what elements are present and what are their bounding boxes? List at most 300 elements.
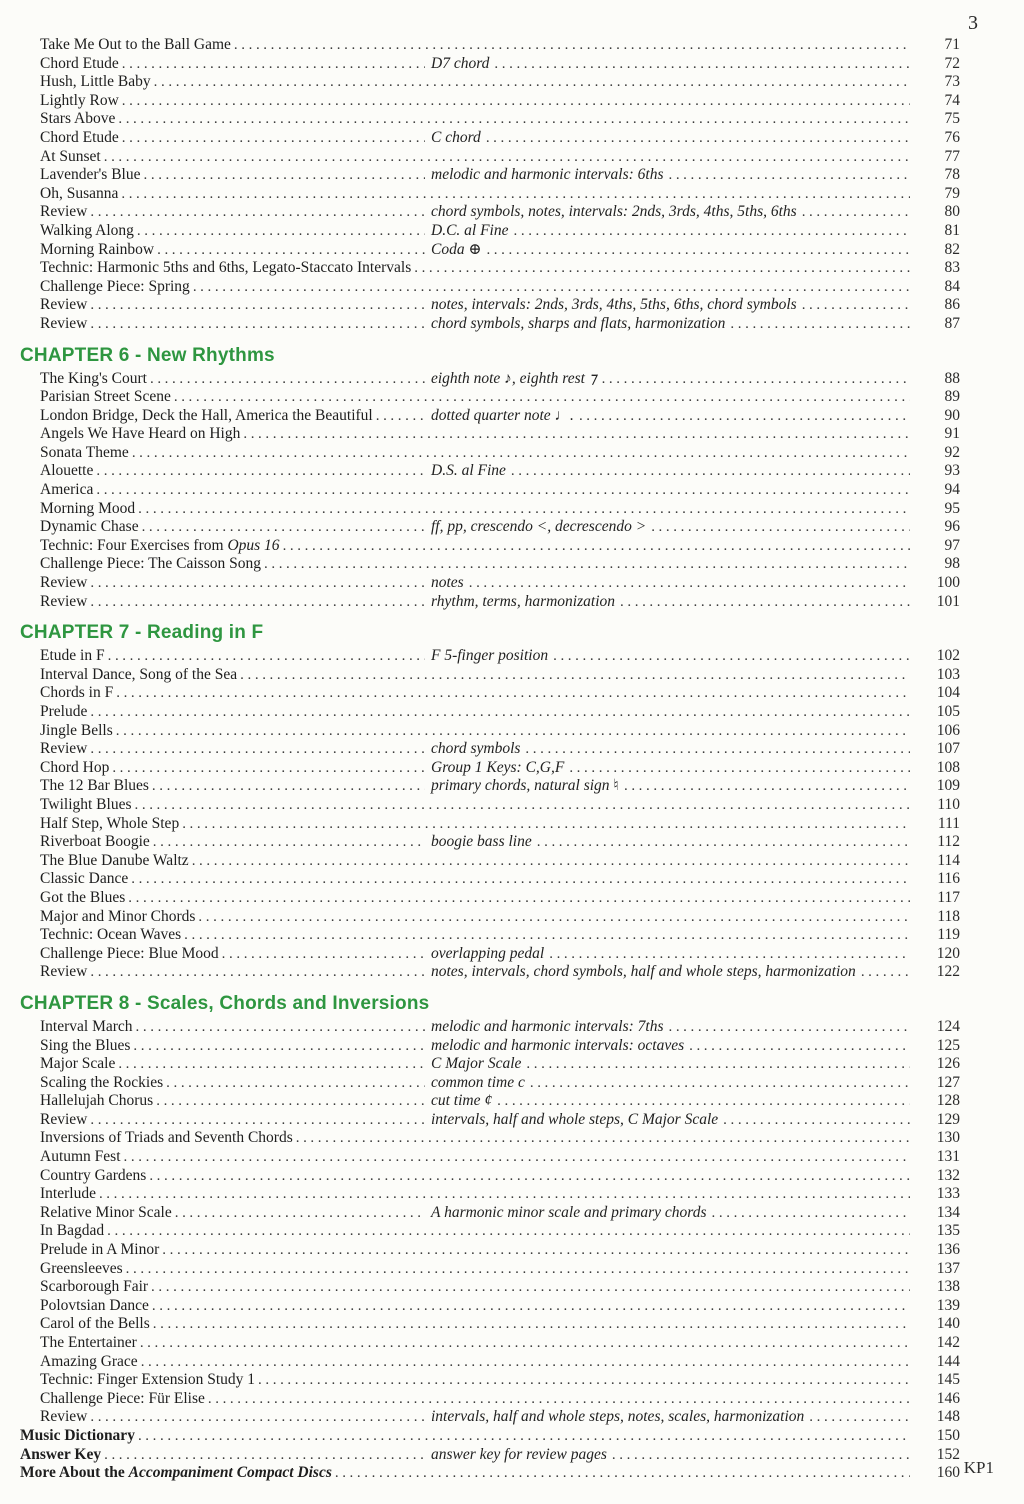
- entry-title: [40, 1167, 149, 1186]
- entry-page-number: 78: [944, 166, 960, 184]
- entry-title-text: Half Step, Whole Step: [40, 814, 180, 832]
- toc-entry: [40, 110, 960, 129]
- dot-leader: [264, 555, 910, 574]
- entry-page-number: 118: [937, 907, 960, 925]
- entry-page-number: 122: [936, 963, 960, 981]
- entry-page-number: 140: [936, 1315, 960, 1333]
- toc-section: [20, 344, 960, 612]
- toc-entry: [40, 1297, 960, 1316]
- entry-page-number: 74: [944, 91, 960, 109]
- entry-title-text: Chords in F: [40, 684, 114, 702]
- entry-title-text: In Bagdad: [40, 1222, 105, 1240]
- entry-title-text: Review: [40, 203, 88, 221]
- entry-title: [40, 500, 138, 519]
- dot-leader: [126, 1260, 910, 1279]
- dot-leader: [154, 73, 910, 92]
- dot-leader: [137, 222, 425, 241]
- dot-leader: [162, 1241, 910, 1260]
- toc-entry: [40, 722, 960, 741]
- entry-title-cell: [40, 185, 121, 204]
- entry-title-text: Morning Rainbow: [40, 240, 155, 258]
- entry-page-number: 73: [944, 73, 960, 91]
- entry-title-cell: [40, 278, 193, 297]
- dot-leader: [140, 1334, 910, 1353]
- dot-leader: [525, 740, 910, 759]
- entry-annotation: Coda ⊕: [431, 240, 482, 258]
- toc-entry: [40, 796, 960, 815]
- entry-title: [40, 1018, 136, 1037]
- entry-title-cell: [40, 1111, 425, 1130]
- toc-entry: [40, 1148, 960, 1167]
- dot-leader: [104, 1446, 425, 1465]
- entry-title: [40, 777, 152, 796]
- entry-page-number: 126: [936, 1055, 960, 1073]
- dot-leader: [116, 684, 910, 703]
- entry-page-number: 119: [937, 926, 960, 944]
- entry-title-cell: [40, 370, 425, 389]
- toc-entry: [40, 1167, 960, 1186]
- entry-title: [40, 1260, 126, 1279]
- entry-title-text: Challenge Piece: Für Elise: [40, 1389, 205, 1407]
- dot-leader: [174, 388, 910, 407]
- dot-leader: [99, 1185, 910, 1204]
- entry-title-cell: [40, 555, 264, 574]
- entry-title-cell: [40, 1260, 126, 1279]
- entry-title: [40, 1334, 140, 1353]
- entry-title: [40, 1390, 208, 1409]
- dot-leader: [184, 926, 910, 945]
- entry-title-cell: [40, 908, 198, 927]
- entry-title: [40, 945, 222, 964]
- entry-page-number: 82: [944, 240, 960, 258]
- dot-leader: [730, 315, 910, 334]
- entry-title: [40, 129, 122, 148]
- entry-title-text: The Entertainer: [40, 1334, 137, 1351]
- dot-leader: [132, 444, 910, 463]
- entry-title-cell: [40, 518, 425, 537]
- entry-title-text: Review: [40, 592, 88, 610]
- entry-title-text: Sonata Theme: [40, 443, 129, 461]
- dot-leader: [90, 203, 425, 222]
- entry-page-number: 120: [936, 944, 960, 962]
- entry-title: [40, 1055, 118, 1074]
- toc-entry: [40, 425, 960, 444]
- entry-title-text: Challenge Piece: The Caisson Song: [40, 555, 261, 573]
- entry-title-text: Polovtsian Dance: [40, 1296, 149, 1314]
- dot-leader: [624, 777, 910, 796]
- entry-title-text: Chord Hop: [40, 758, 110, 776]
- entry-title: [40, 407, 376, 426]
- toc-entry: [40, 740, 960, 759]
- entry-title: [40, 908, 198, 927]
- entry-page-number: 132: [936, 1166, 960, 1184]
- entry-title-cell: [40, 740, 425, 759]
- entry-title-text: Relative Minor Scale: [40, 1203, 172, 1221]
- dot-leader: [149, 1167, 910, 1186]
- dot-leader: [153, 1315, 910, 1334]
- entry-title: [40, 1185, 99, 1204]
- entry-annotation: intervals, half and whole steps, C Major Scale: [431, 1110, 719, 1128]
- entry-title-cell: [40, 593, 425, 612]
- entry-title-cell: [40, 166, 425, 185]
- entry-page-number: 108: [936, 758, 960, 776]
- entry-title: [40, 963, 90, 982]
- entry-title-cell: [40, 574, 425, 593]
- entry-annotation: ff, pp, crescendo <, decrescendo >: [431, 518, 647, 536]
- entry-title-cell: [40, 926, 184, 945]
- dot-leader: [469, 574, 910, 593]
- entry-title-cell: [40, 129, 425, 148]
- dot-leader: [283, 537, 910, 556]
- dot-leader: [376, 407, 425, 426]
- entry-annotation: boogie bass line: [431, 833, 532, 851]
- entry-page-number: 100: [936, 574, 960, 592]
- toc-entry: [40, 759, 960, 778]
- entry-title-cell: [40, 1055, 425, 1074]
- dot-leader: [222, 945, 425, 964]
- entry-title: [40, 148, 104, 167]
- entry-title-text: Technic: Ocean Waves: [40, 926, 182, 944]
- entry-page-number: 152: [936, 1445, 960, 1463]
- dot-leader: [258, 1371, 910, 1390]
- toc-entry-list: [40, 1018, 960, 1427]
- toc-entry: [40, 278, 960, 297]
- entry-page-number: 138: [936, 1278, 960, 1296]
- dot-leader: [193, 278, 910, 297]
- entry-page-number: 124: [936, 1017, 960, 1035]
- entry-title-text: Challenge Piece: Spring: [40, 277, 190, 295]
- dot-leader: [602, 370, 910, 389]
- entry-title: [40, 166, 144, 185]
- toc-entry: [40, 36, 960, 55]
- toc-entry: [40, 259, 960, 278]
- entry-title: [40, 222, 137, 241]
- entry-annotation: chord symbols: [431, 740, 521, 758]
- dot-leader: [142, 518, 425, 537]
- entry-annotation: melodic and harmonic intervals: 7ths: [431, 1017, 664, 1035]
- entry-title-cell: [40, 203, 425, 222]
- entry-page-number: 86: [944, 296, 960, 314]
- entry-annotation: rhythm, terms, harmonization: [431, 592, 616, 610]
- entry-title: [40, 92, 122, 111]
- entry-title: [40, 1092, 156, 1111]
- toc-entry: [40, 129, 960, 148]
- entry-title-cell: [40, 241, 425, 260]
- entry-title-cell: [40, 1408, 425, 1427]
- entry-page-number: 92: [944, 443, 960, 461]
- entry-title-text: Music Dictionary: [20, 1426, 135, 1444]
- entry-title-text: Hush, Little Baby: [40, 73, 151, 91]
- entry-page-number: 117: [937, 888, 960, 906]
- entry-title: [40, 1037, 133, 1056]
- entry-title-cell: [40, 1167, 149, 1186]
- dot-leader: [243, 425, 910, 444]
- toc-entry: [40, 203, 960, 222]
- entry-page-number: 81: [944, 221, 960, 239]
- entry-page-number: 111: [937, 814, 960, 832]
- dot-leader: [108, 647, 425, 666]
- entry-title-text: Technic: Four Exercises from: [40, 536, 228, 554]
- entry-title: [40, 185, 121, 204]
- entry-title: [40, 315, 90, 334]
- dot-leader: [414, 259, 910, 278]
- toc-entry: [40, 1278, 960, 1297]
- entry-title: [40, 537, 283, 556]
- toc-entry: [40, 296, 960, 315]
- entry-title: [40, 462, 96, 481]
- dot-leader: [152, 1297, 910, 1316]
- entry-annotation: chord symbols, notes, intervals: 2nds, 3rds, 4ths, 5ths, 6ths: [431, 203, 797, 221]
- entry-title: [40, 370, 150, 389]
- entry-title-cell: [40, 36, 234, 55]
- dot-leader: [138, 1427, 910, 1446]
- entry-title-text: Review: [40, 1110, 88, 1128]
- entry-title-cell: [40, 1353, 141, 1372]
- entry-title: [40, 1278, 151, 1297]
- entry-title: [40, 203, 90, 222]
- entry-title-text: Review: [40, 740, 88, 758]
- entry-page-number: 98: [944, 555, 960, 573]
- entry-annotation: D.S. al Fine: [431, 462, 506, 480]
- entry-page-number: 146: [936, 1389, 960, 1407]
- dot-leader: [124, 1148, 910, 1167]
- entry-title-cell: [40, 1148, 124, 1167]
- entry-page-number: 125: [936, 1036, 960, 1054]
- dot-leader: [90, 296, 425, 315]
- entry-annotation: eighth note ♪, eighth rest ⁊: [431, 369, 597, 387]
- entry-title-cell: [40, 852, 192, 871]
- entry-page-number: 94: [944, 481, 960, 499]
- toc-entry: [40, 1129, 960, 1148]
- entry-title-text: Parisian Street Scene: [40, 388, 171, 406]
- dot-leader: [240, 666, 910, 685]
- entry-title-text: Dynamic Chase: [40, 518, 139, 536]
- entry-title-cell: [40, 1204, 425, 1223]
- dot-leader: [151, 1278, 910, 1297]
- entry-title: [40, 703, 90, 722]
- table-of-contents: [20, 36, 960, 1483]
- entry-title: [40, 647, 108, 666]
- entry-title-text: Chord Etude: [40, 54, 119, 72]
- toc-entry: [40, 462, 960, 481]
- entry-title-text: Jingle Bells: [40, 721, 113, 739]
- toc-entry: [40, 593, 960, 612]
- dot-leader: [612, 1446, 910, 1465]
- entry-title-text: Review: [40, 314, 88, 332]
- entry-title: [40, 444, 132, 463]
- entry-page-number: 105: [936, 703, 960, 720]
- entry-title-text: Stars Above: [40, 110, 116, 128]
- entry-title: [40, 759, 112, 778]
- toc-entry: [40, 889, 960, 908]
- toc-entry: [40, 926, 960, 945]
- toc-entry: [40, 1408, 960, 1427]
- entry-page-number: 116: [937, 870, 960, 888]
- entry-title-cell: [40, 407, 425, 426]
- dot-leader: [150, 370, 425, 389]
- dot-leader: [569, 759, 910, 778]
- entry-title-text: Interval March: [40, 1017, 133, 1035]
- entry-page-number: 101: [936, 592, 960, 610]
- toc-entry: [40, 148, 960, 167]
- entry-page-number: 88: [944, 369, 960, 387]
- entry-title: [40, 593, 90, 612]
- entry-title: [40, 36, 234, 55]
- entry-title-cell: [40, 889, 128, 908]
- entry-title: [40, 740, 90, 759]
- entry-title-text: Chord Etude: [40, 128, 119, 146]
- dot-leader: [90, 963, 425, 982]
- entry-title-cell: [40, 684, 116, 703]
- entry-title: [40, 259, 414, 278]
- entry-annotation: C Major Scale: [431, 1055, 522, 1073]
- entry-title: [40, 1148, 124, 1167]
- entry-page-number: 80: [944, 203, 960, 221]
- dot-leader: [128, 889, 910, 908]
- entry-title-text: Answer Key: [20, 1445, 102, 1463]
- toc-section: [20, 622, 960, 982]
- toc-entry: [40, 166, 960, 185]
- dot-leader: [549, 945, 910, 964]
- entry-title-text: Alouette: [40, 462, 94, 480]
- entry-title: [40, 833, 153, 852]
- entry-page-number: 79: [944, 184, 960, 202]
- entry-title-text: The King's Court: [40, 369, 147, 387]
- entry-title-cell: [40, 1390, 208, 1409]
- dot-leader: [122, 55, 425, 74]
- entry-title: [40, 55, 122, 74]
- entry-title: [40, 425, 243, 444]
- entry-title-text: Twilight Blues: [40, 795, 132, 813]
- entry-title-text: Riverboat Boogie: [40, 833, 150, 851]
- entry-title: [40, 1371, 258, 1390]
- toc-entry: [40, 908, 960, 927]
- dot-leader: [514, 222, 911, 241]
- entry-page-number: 93: [944, 462, 960, 480]
- dot-leader: [620, 593, 910, 612]
- entry-title-text: Interval Dance, Song of the Sea: [40, 665, 238, 683]
- entry-page-number: 106: [936, 721, 960, 739]
- dot-leader: [131, 870, 910, 889]
- toc-entry: [40, 500, 960, 519]
- entry-title-cell: [40, 1297, 152, 1316]
- dot-leader: [90, 1408, 425, 1427]
- entry-page-number: 110: [937, 795, 960, 813]
- entry-page-number: 109: [936, 777, 960, 795]
- toc-entry: [40, 1037, 960, 1056]
- entry-title: [40, 1297, 152, 1316]
- dot-leader: [712, 1204, 910, 1223]
- toc-entry: [40, 1371, 960, 1390]
- toc-section: [20, 992, 960, 1427]
- entry-title-cell: [40, 1278, 151, 1297]
- dot-leader: [121, 185, 910, 204]
- toc-entry: [40, 815, 960, 834]
- toc-entry: [40, 1241, 960, 1260]
- entry-page-number: 160: [936, 1464, 960, 1482]
- entry-title-cell: [40, 425, 243, 444]
- entry-title-cell: [40, 647, 425, 666]
- entry-title-text: London Bridge, Deck the Hall, America the Beautiful: [40, 406, 373, 424]
- toc-entry: [40, 833, 960, 852]
- entry-title-cell: [40, 1315, 153, 1334]
- dot-leader: [208, 1390, 910, 1409]
- toc-entry: [40, 1074, 960, 1093]
- toc-entry: [40, 537, 960, 556]
- entry-title-text: Review: [40, 963, 88, 981]
- toc-entry: [20, 1427, 960, 1446]
- entry-title: [40, 1315, 153, 1334]
- dot-leader: [486, 241, 910, 260]
- toc-entry: [40, 55, 960, 74]
- entry-title-cell: [40, 55, 425, 74]
- entry-title-cell: [40, 222, 425, 241]
- entry-title-cell: [40, 1129, 296, 1148]
- entry-title-cell: [20, 1446, 425, 1465]
- chapter-heading: CHAPTER 7 - Reading in F: [20, 622, 264, 644]
- entry-title: [40, 73, 154, 92]
- toc-entry: [40, 945, 960, 964]
- entry-title-cell: [40, 1241, 162, 1260]
- entry-title: [40, 555, 264, 574]
- dot-leader: [157, 241, 425, 260]
- dot-leader: [537, 833, 910, 852]
- entry-title-text: Etude in F: [40, 647, 105, 665]
- entry-page-number: 137: [936, 1259, 960, 1277]
- entry-title-text: Greensleeves: [40, 1259, 123, 1277]
- dot-leader: [90, 1111, 425, 1130]
- toc-entry: [40, 852, 960, 871]
- entry-title: [40, 110, 118, 129]
- entry-title: [40, 518, 142, 537]
- entry-title-cell: [40, 444, 132, 463]
- entry-title-text: Lavender's Blue: [40, 166, 141, 184]
- entry-page-number: 139: [936, 1296, 960, 1314]
- dot-leader: [861, 963, 910, 982]
- entry-page-number: 72: [944, 54, 960, 72]
- entry-title-text: Country Gardens: [40, 1166, 147, 1184]
- entry-annotation: D7 chord: [431, 54, 490, 72]
- entry-title: [40, 1353, 141, 1372]
- toc-entry: [40, 370, 960, 389]
- toc-entry: [40, 1185, 960, 1204]
- entry-page-number: 150: [936, 1426, 960, 1444]
- toc-entry: [40, 222, 960, 241]
- entry-title-cell: [40, 148, 104, 167]
- toc-entry: [40, 684, 960, 703]
- dot-leader: [122, 129, 425, 148]
- entry-page-number: 144: [936, 1352, 960, 1370]
- entry-page-number: 96: [944, 518, 960, 536]
- entry-title: [40, 889, 128, 908]
- entry-title-cell: [40, 481, 96, 500]
- entry-title: [40, 1408, 90, 1427]
- entry-title-cell: [40, 1037, 425, 1056]
- entry-page-number: 127: [936, 1073, 960, 1091]
- entry-title-cell: [40, 1074, 425, 1093]
- dot-leader: [486, 129, 910, 148]
- entry-title-cell: [40, 110, 118, 129]
- dot-leader: [723, 1111, 910, 1130]
- entry-title: [40, 241, 157, 260]
- dot-leader: [90, 574, 425, 593]
- entry-title: [40, 1111, 90, 1130]
- entry-title-cell: [40, 703, 90, 722]
- entry-title-cell: [40, 796, 135, 815]
- entry-title: [20, 1464, 335, 1483]
- toc-entry: [40, 407, 960, 426]
- entry-title-cell: [40, 666, 240, 685]
